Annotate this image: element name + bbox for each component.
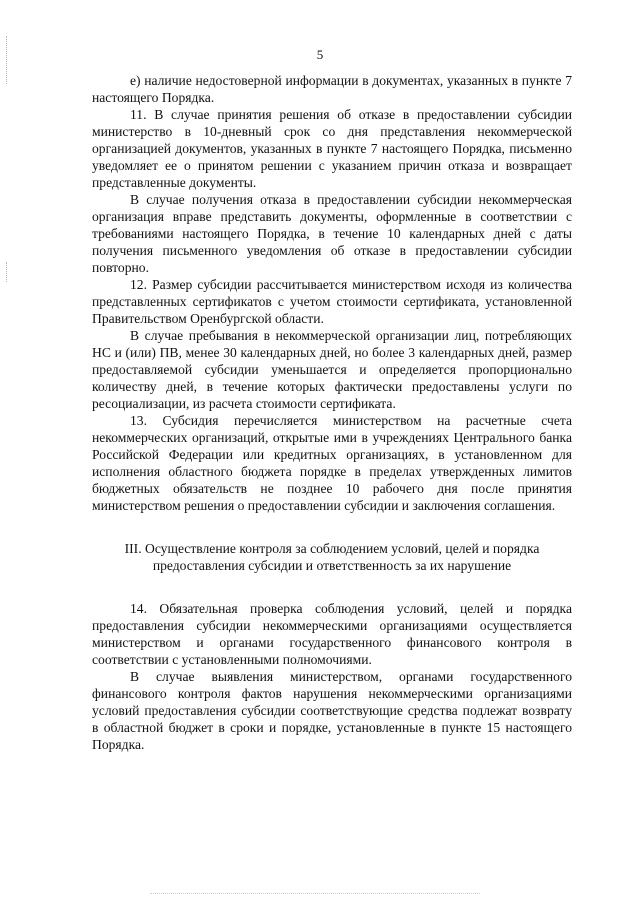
page-number: 5 [316,47,324,62]
paragraph-item-e: е) наличие недостоверной информации в документах, указанных в пункте 7 настоящего Порядка. [92,73,572,105]
paragraph-refusal: В случае получения отказа в предоставлении субсидии некоммерческая организация вправе представить документы, оформленные в соответствии с требованиями настоящего Порядка, в течение 10 календарных дней с даты получения письменного уведомления об отказе в предоставлении субсидии повторно. [92,192,572,275]
paragraph-12: 12. Размер субсидии рассчитывается министерством исходя из количества представленных сертификатов с учетом стоимости сертификата, установленной Правительством Оренбургской области. [92,277,572,326]
footer-scan-trace [150,893,480,898]
paragraph-13: 13. Субсидия перечисляется министерством на расчетные счета некоммерческих организаций, открытые ими в учреждениях Центрального банка Российской Федерации или кредитных организациях, в установленном для исполнения областного бюджета порядке в пределах утвержденных лимитов бюджетных обязательств не позднее 10 рабочего дня после принятия министерством решения о предоставлении субсидии и заключения соглашения. [92,413,572,513]
paragraph-11: 11. В случае принятия решения об отказе в предоставлении субсидии министерство в 10-дневный срок со дня представления некоммерческой организацией документов, указанных в пункте 7 настоящего Порядка, письменно уведомляет ее о принятом решении с указанием причин отказа и возвращает представленные документы. [92,107,572,190]
margin-scan-marks [6,262,9,282]
paragraph-14: 14. Обязательная проверка соблюдения условий, целей и порядка предоставления субсидии некоммерческими организациями осуществляется министерством и органами государственного финансового контроля в соответствии с установленными полномочиями. [92,601,572,667]
document-body [92,72,572,753]
paragraph-violation: В случае выявления министерством, органами государственного финансового контроля фактов нарушения некоммерческими организациями условий предоставления субсидии соответствующие средства подлежат возврату в областной бюджет в сроки и порядке, установленные в пункте 15 настоящего Порядка. [92,669,572,752]
paragraph-stay-duration: В случае пребывания в некоммерческой организации лиц, потребляющих НС и (или) ПВ, менее 30 календарных дней, но более 3 календарных дней, размер предоставляемой субсидии уменьшается и определяется пропорционально количеству дней, в течение которых фактически предоставлены услуги по ресоциализации, из расчета стоимости сертификата. [92,328,572,411]
section-heading-iii: III. Осуществление контроля за соблюдением условий, целей и порядка предоставления субсидии и ответственность за их нарушение [124,541,540,573]
